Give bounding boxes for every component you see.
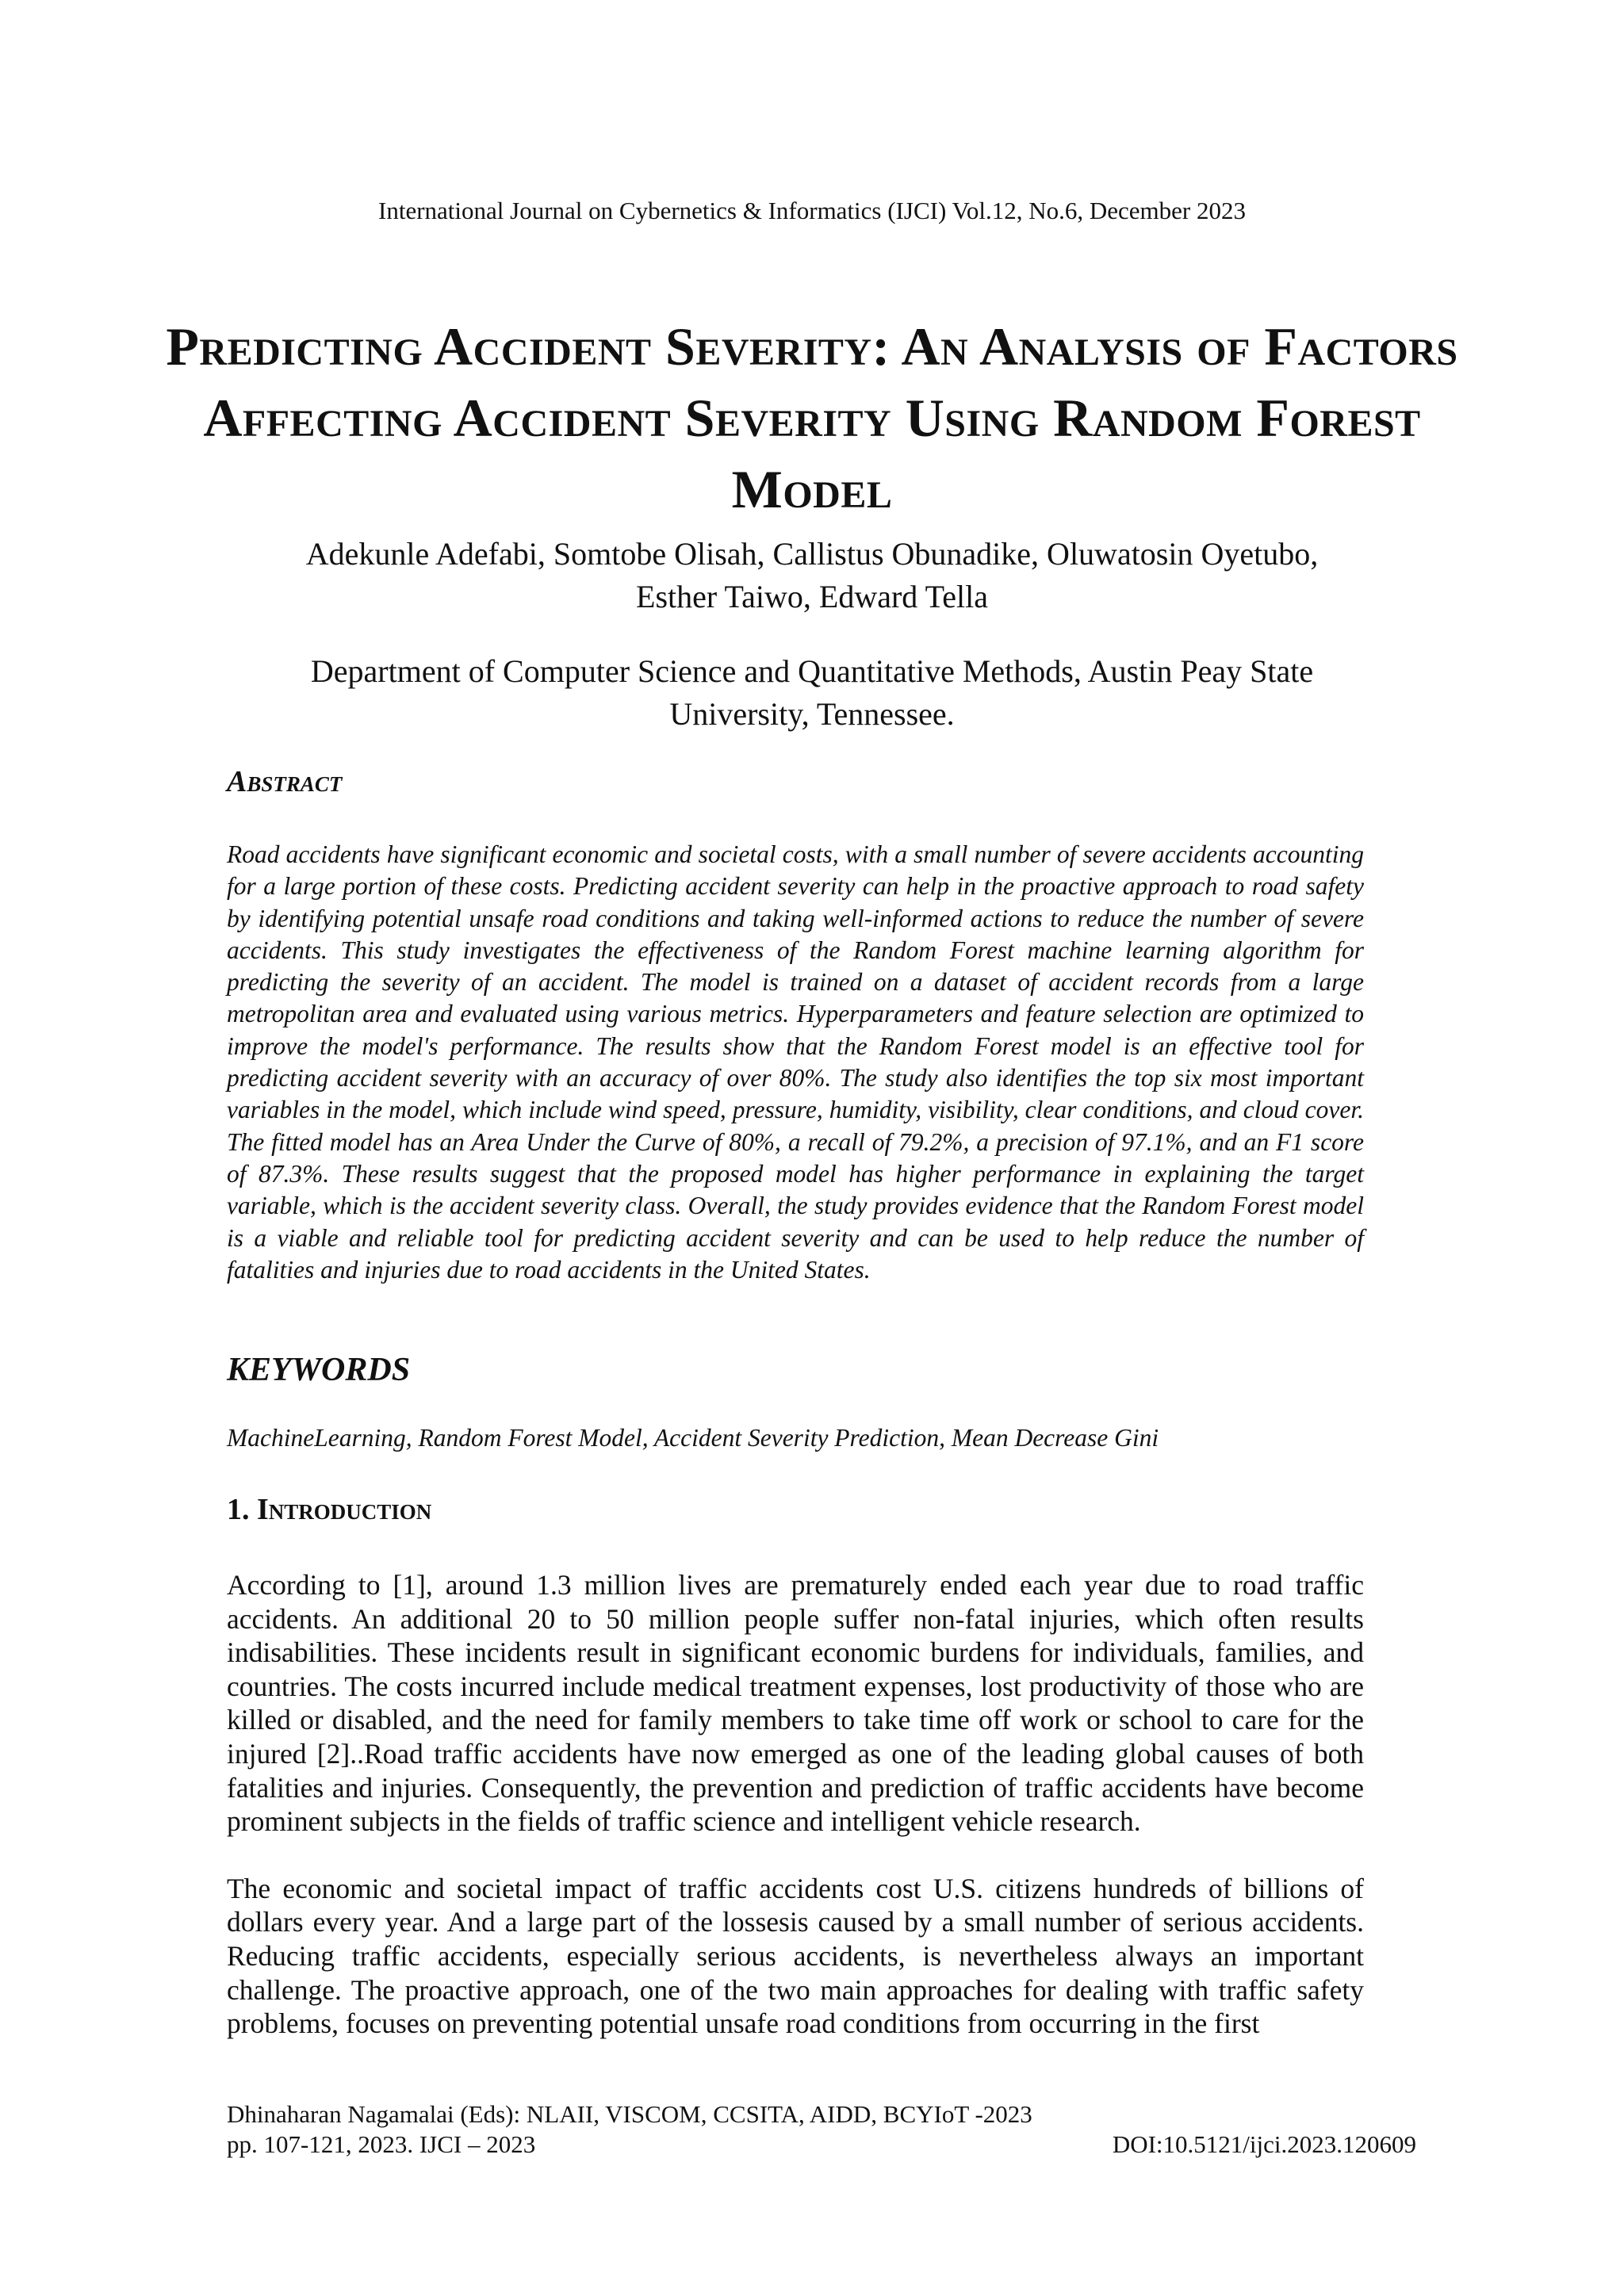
paper-title: Predicting Accident Severity: An Analysis of Factors Affecting Accident Severity Using Random Forest Model	[166, 316, 1458, 519]
footer-doi: DOI:10.5121/ijci.2023.120609	[1112, 2130, 1416, 2158]
footer-citation	[227, 2099, 1032, 2160]
introduction-paragraph: The economic and societal impact of traffic accidents cost U.S. citizens hundreds of billions of dollars every year. And a large part of the lossesis caused by a small number of serious accidents. Reducing traffic accidents, especially serious accidents, is nevertheless always an important challenge. The proactive approach, one of the two main approaches for dealing with traffic safety problems, focuses on preventing potential unsafe road conditions from occurring in the first	[227, 1872, 1364, 2040]
abstract-text: Road accidents have significant economic and societal costs, with a small number of severe accidents accounting for a large portion of these costs. Predicting accident severity can help in the proactive approach to road safety by identifying potential unsafe road conditions and taking well-informed actions to reduce the number of severe accidents. This study investigates the effectiveness of the Random Forest machine learning algorithm for predicting the severity of an accident. The model is trained on a dataset of accident records from a large metropolitan area and evaluated using various metrics. Hyperparameters and feature selection are optimized to improve the model's performance. The results show that the Random Forest model is an effective tool for predicting accident severity with an accuracy of over 80%. The study also identifies the top six most important variables in the model, which include wind speed, pressure, humidity, visibility, clear conditions, and cloud cover. The fitted model has an Area Under the Curve of 80%, a recall of 79.2%, a precision of 97.1%, and an F1 score of 87.3%. These results suggest that the proposed model has higher performance in explaining the target variable, which is the accident severity class. Overall, the study provides evidence that the Random Forest model is a viable and reliable tool for predicting accident severity and can be used to help reduce the number of fatalities and injuries due to road accidents in the United States.	[227, 840, 1364, 1284]
introduction-paragraph: According to [1], around 1.3 million lives are prematurely ended each year due to road traffic accidents. An additional 20 to 50 million people suffer non-fatal injuries, which often results indisabilities. These incidents result in significant economic burdens for individuals, families, and countries. The costs incurred include medical treatment expenses, lost productivity of those who are killed or disabled, and the need for family members to take time off work or school to care for the injured [2]..Road traffic accidents have now emerged as one of the leading global causes of both fatalities and injuries. Consequently, the prevention and prediction of traffic accidents have become prominent subjects in the fields of traffic science and intelligent vehicle research.	[227, 1569, 1364, 1838]
footer-editors: Dhinaharan Nagamalai (Eds): NLAII, VISCOM, CCSITA, AIDD, BCYIoT -2023	[227, 2100, 1032, 2128]
section-heading-introduction: 1. Introduction	[227, 1493, 432, 1526]
keywords-heading: KEYWORDS	[227, 1352, 411, 1388]
affiliation: Department of Computer Science and Quantitative Methods, Austin Peay State University, Tennessee.	[310, 653, 1314, 732]
abstract-heading: Abstract	[227, 765, 343, 798]
keywords-text: MachineLearning, Random Forest Model, Accident Severity Prediction, Mean Decrease Gini	[227, 1424, 1159, 1452]
running-header: International Journal on Cybernetics & Informatics (IJCI) Vol.12, No.6, December 2023	[378, 197, 1246, 224]
author-list: Adekunle Adefabi, Somtobe Olisah, Callistus Obunadike, Oluwatosin Oyetubo, Esther Taiwo, Edward Tella	[305, 536, 1319, 614]
introduction-body	[227, 1568, 1364, 2074]
footer-pages: pp. 107-121, 2023. IJCI – 2023	[227, 2130, 536, 2158]
